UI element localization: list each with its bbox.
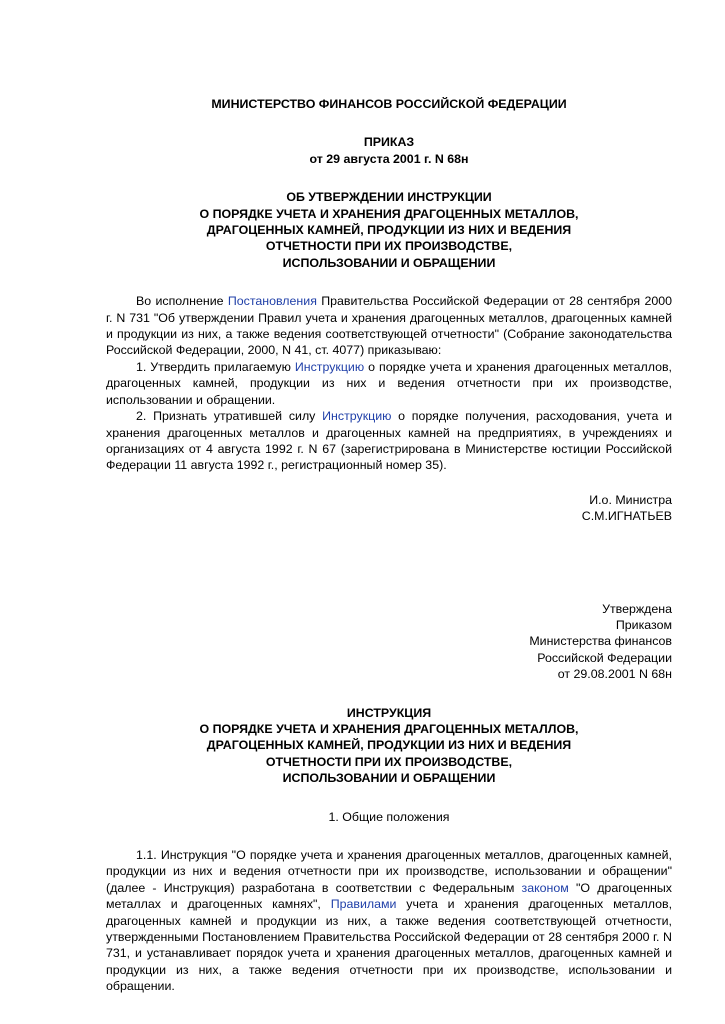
item2-text: 2. Признать утратившей силу: [136, 409, 323, 424]
order-date: от 29 августа 2001 г. N 68н: [309, 151, 469, 166]
approval-block: [106, 601, 672, 683]
instruction-title-line: ДРАГОЦЕННЫХ КАМНЕЙ, ПРОДУКЦИИ ИЗ НИХ И ВЕДЕНИЯ: [206, 738, 572, 753]
preamble-text: Во исполнение: [136, 294, 228, 309]
order-title-line: ИСПОЛЬЗОВАНИИ И ОБРАЩЕНИИ: [282, 255, 496, 270]
law-link[interactable]: законом: [521, 880, 569, 895]
document-page: [106, 96, 672, 995]
signature-name: С.М.ИГНАТЬЕВ: [581, 509, 672, 524]
p11-text: 1.1. Инструкция "О порядке учета и хранения драгоценных металлов, драгоценных камней, продукции из них и ведения отчетности при их производстве, использовании и обращении" (далее - Инструкция) разработана в соответствии с Федеральным: [106, 848, 672, 895]
order-item-1: [106, 359, 672, 408]
order-title-line: ДРАГОЦЕННЫХ КАМНЕЙ, ПРОДУКЦИИ ИЗ НИХ И ВЕДЕНИЯ: [206, 223, 572, 238]
order-title-line: О ПОРЯДКЕ УЧЕТА И ХРАНЕНИЯ ДРАГОЦЕННЫХ МЕТАЛЛОВ,: [199, 206, 579, 221]
order-title-line: ОТЧЕТНОСТИ ПРИ ИХ ПРОИЗВОДСТВЕ,: [265, 239, 513, 254]
order-title: [106, 189, 672, 271]
approval-line: Российской Федерации: [537, 650, 672, 665]
p11-text-end: учета и хранения драгоценных металлов, драгоценных камней и продукции из них, а также ведения соответствующей отчетности, утвержденными Постановлением Правительства Российской Федерации от 28 сентября 2000 г. N 731, и устанавливает порядок учета и хранения драгоценных металлов, драгоценных камней и продукции из них, а также ведения отчетности при их производстве, использовании и обращении.: [106, 897, 673, 994]
item2-text-cont: о порядке получения, расходования, учета и хранения драгоценных металлов и драгоценных камней на предприятиях, в учреждениях и организациях от 4 августа 1992 г. N 67 (зарегистрирована в Министерстве юстиции Российской Федерации 11 августа 1992 г., регистрационный номер 35).: [106, 409, 672, 473]
approval-line: Приказом: [615, 617, 672, 632]
instruction-title-line: О ПОРЯДКЕ УЧЕТА И ХРАНЕНИЯ ДРАГОЦЕННЫХ МЕТАЛЛОВ,: [199, 721, 579, 736]
approval-line: от 29.08.2001 N 68н: [557, 667, 672, 682]
approval-line: Утверждена: [602, 601, 672, 616]
preamble-paragraph: [106, 293, 672, 359]
decree-link[interactable]: Постановления: [227, 294, 317, 309]
item1-text-cont: о порядке учета и хранения драгоценных металлов, драгоценных камней, продукции из них и ведения отчетности при их производстве, использовании и обращении.: [106, 359, 672, 407]
rules-link[interactable]: Правилами: [330, 897, 397, 912]
preamble-text-cont: Правительства Российской Федерации от 28 сентября 2000 г. N 731 "Об утверждении Правил учета и хранения драгоценных металлов, драгоценных камней и продукции из них, а также ведения соответствующей отчетности" (Собрание законодательства Российской Федерации, 2000, N 41, ст. 4077) приказываю:: [106, 294, 673, 358]
item1-text: 1. Утвердить прилагаемую: [136, 359, 295, 374]
ministry-heading: МИНИСТЕРСТВО ФИНАНСОВ РОССИЙСКОЙ ФЕДЕРАЦИИ: [211, 97, 567, 111]
p11-text-cont: "О драгоценных металлах и драгоценных камнях",: [106, 880, 672, 912]
paragraph-1-1: [106, 847, 672, 995]
order-label: ПРИКАЗ: [363, 135, 415, 150]
instruction-title: [106, 705, 672, 787]
instruction-title-line: ИСПОЛЬЗОВАНИИ И ОБРАЩЕНИИ: [282, 771, 496, 786]
approval-line: Министерства финансов: [529, 634, 672, 649]
signature-position: И.о. Министра: [589, 492, 672, 507]
order-item-2: [106, 408, 672, 474]
order-title-line: ОБ УТВЕРЖДЕНИИ ИНСТРУКЦИИ: [286, 190, 492, 205]
instruction-title-line: ОТЧЕТНОСТИ ПРИ ИХ ПРОИЗВОДСТВЕ,: [265, 754, 513, 769]
instruction-link[interactable]: Инструкцию: [294, 359, 365, 374]
section-heading: 1. Общие положения: [328, 809, 450, 824]
instruction-title-line: ИНСТРУКЦИЯ: [346, 705, 432, 720]
old-instruction-link[interactable]: Инструкцию: [322, 409, 392, 424]
